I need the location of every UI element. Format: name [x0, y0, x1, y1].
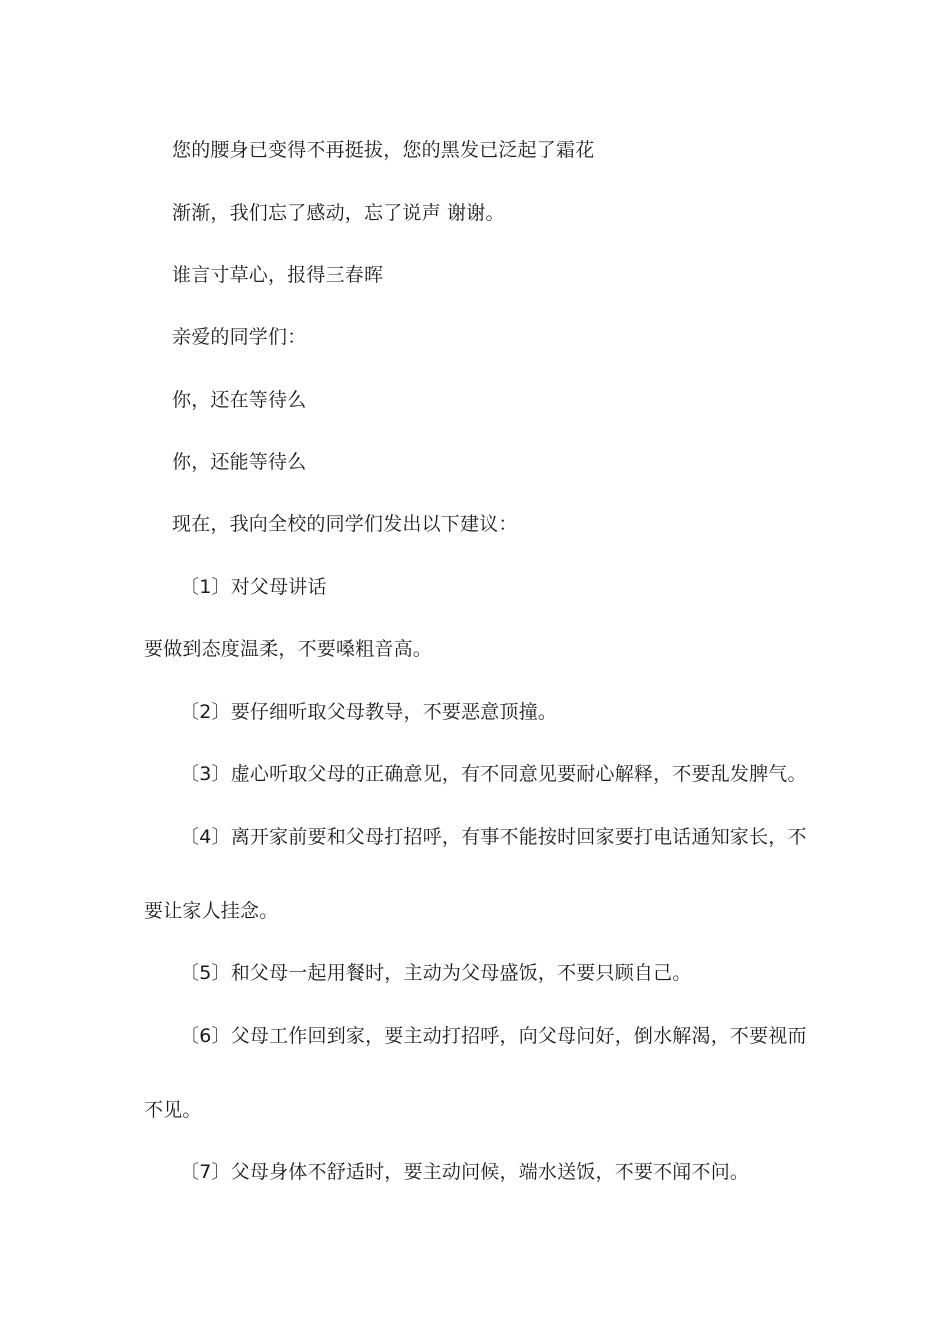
- suggestion-6-line-1: 〔6〕父母工作回到家，要主动打招呼，向父母问好，倒水解渴，不要视而: [180, 1025, 807, 1047]
- paragraph-line-2: 渐渐，我们忘了感动，忘了说声 谢谢。: [172, 202, 505, 224]
- paragraph-line-1: 您的腰身已变得不再挺拔，您的黑发已泛起了霜花: [172, 139, 595, 161]
- suggestion-1-heading: 〔1〕对父母讲话: [180, 576, 327, 598]
- suggestion-1-body: 要做到态度温柔，不要嗓粗音高。: [144, 638, 433, 660]
- suggestion-7: 〔7〕父母身体不舒适时，要主动问候，端水送饭，不要不闻不问。: [180, 1161, 750, 1183]
- greeting-line: 亲爱的同学们：: [172, 326, 307, 348]
- suggestion-3: 〔3〕虚心听取父母的正确意见，有不同意见要耐心解释，不要乱发脾气。: [180, 763, 807, 785]
- proposal-intro-line: 现在，我向全校的同学们发出以下建议：: [172, 513, 518, 535]
- suggestion-4-line-1: 〔4〕离开家前要和父母打招呼，有事不能按时回家要打电话通知家长，不: [180, 826, 807, 848]
- suggestion-6-line-2: 不见。: [144, 1099, 202, 1121]
- suggestion-4-line-2: 要让家人挂念。: [144, 900, 279, 922]
- paragraph-line-5: 你，还在等待么: [172, 389, 307, 411]
- paragraph-line-3: 谁言寸草心，报得三春晖: [172, 264, 384, 286]
- paragraph-line-6: 你，还能等待么: [172, 451, 307, 473]
- suggestion-5: 〔5〕和父母一起用餐时，主动为父母盛饭，不要只顾自己。: [180, 962, 692, 984]
- suggestion-2: 〔2〕要仔细听取父母教导，不要恶意顶撞。: [180, 701, 558, 723]
